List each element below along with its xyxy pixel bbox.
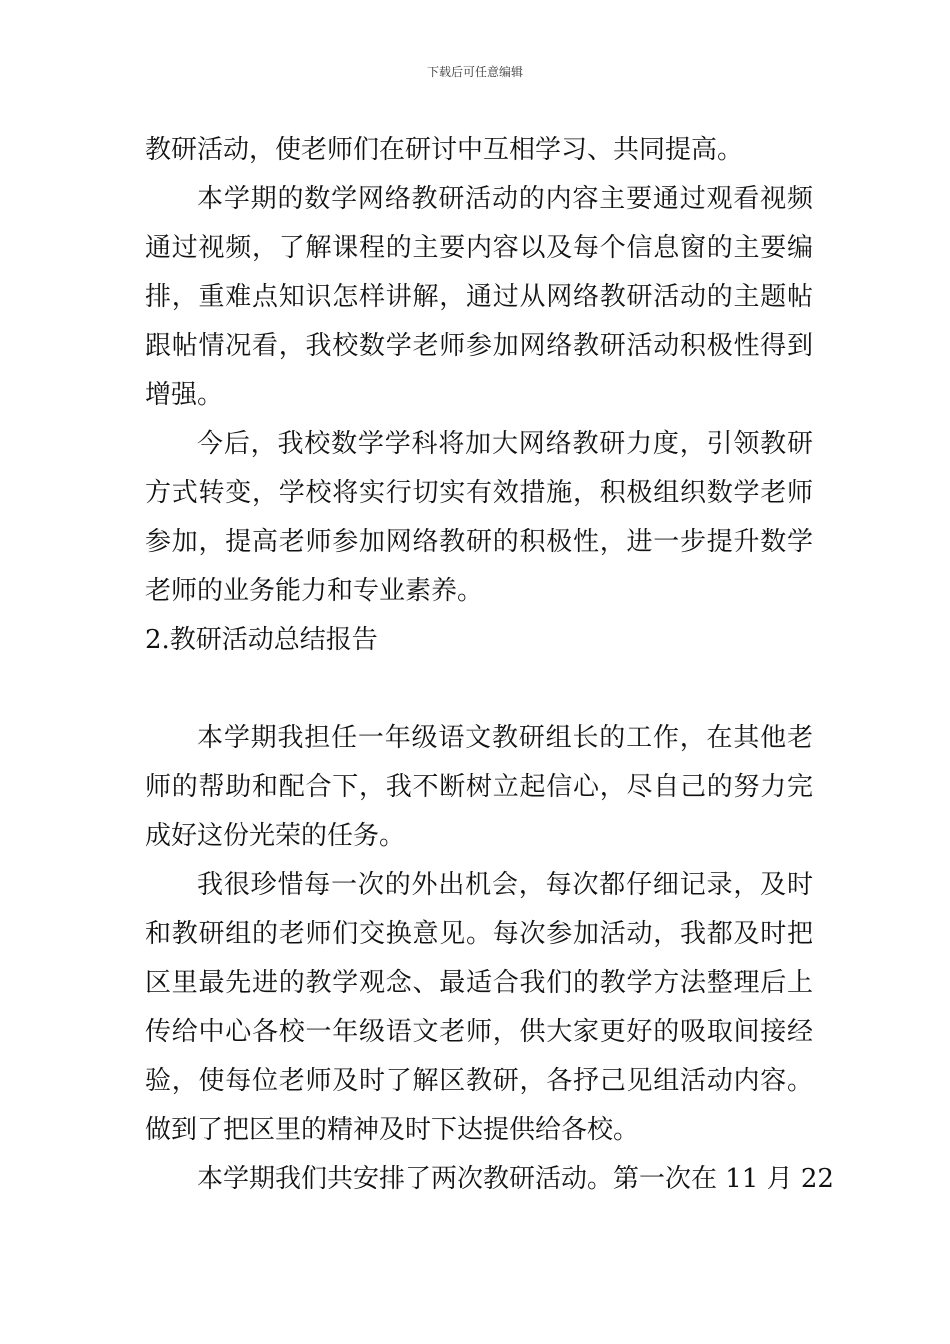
text-line: 今后，我校数学学科将加大网络教研力度，引领教研 <box>197 429 813 459</box>
text-line: 传给中心各校一年级语文老师，供大家更好的吸取间接经 <box>145 1017 813 1047</box>
text-line: 老师的业务能力和专业素养。 <box>145 576 484 606</box>
document-body <box>145 126 834 1204</box>
text-line: 方式转变，学校将实行切实有效措施，积极组织数学老师 <box>145 478 813 508</box>
text-line: 通过视频，了解课程的主要内容以及每个信息窗的主要编 <box>145 233 813 263</box>
text-line: 跟帖情况看，我校数学老师参加网络教研活动积极性得到 <box>145 331 813 361</box>
text-line: 我很珍惜每一次的外出机会，每次都仔细记录，及时 <box>197 870 813 900</box>
text-line: 增强。 <box>145 380 224 410</box>
page-header: 下载后可任意编辑 <box>426 65 523 79</box>
text-line: 做到了把区里的精神及时下达提供给各校。 <box>145 1115 640 1145</box>
text-line: 本学期我担任一年级语文教研组长的工作，在其他老 <box>197 723 813 753</box>
text-line: 成好这份光荣的任务。 <box>145 821 406 851</box>
text-line: 排，重难点知识怎样讲解，通过从网络教研活动的主题帖 <box>145 282 813 312</box>
text-line: 参加，提高老师参加网络教研的积极性，进一步提升数学 <box>145 527 813 557</box>
blank-line <box>145 665 813 714</box>
text-line: 验，使每位老师及时了解区教研，各抒己见组活动内容。 <box>145 1066 813 1096</box>
text-line: 本学期我们共安排了两次教研活动。第一次在 11 月 22 <box>197 1164 834 1194</box>
text-line: 区里最先进的教学观念、最适合我们的教学方法整理后上 <box>145 968 813 998</box>
text-line: 师的帮助和配合下，我不断树立起信心，尽自己的努力完 <box>145 772 813 802</box>
text-line: 教研活动，使老师们在研讨中互相学习、共同提高。 <box>145 135 744 165</box>
text-line: 和教研组的老师们交换意见。每次参加活动，我都及时把 <box>145 919 813 949</box>
section-heading: 2.教研活动总结报告 <box>145 625 378 655</box>
text-line: 本学期的数学网络教研活动的内容主要通过观看视频 <box>197 184 813 214</box>
